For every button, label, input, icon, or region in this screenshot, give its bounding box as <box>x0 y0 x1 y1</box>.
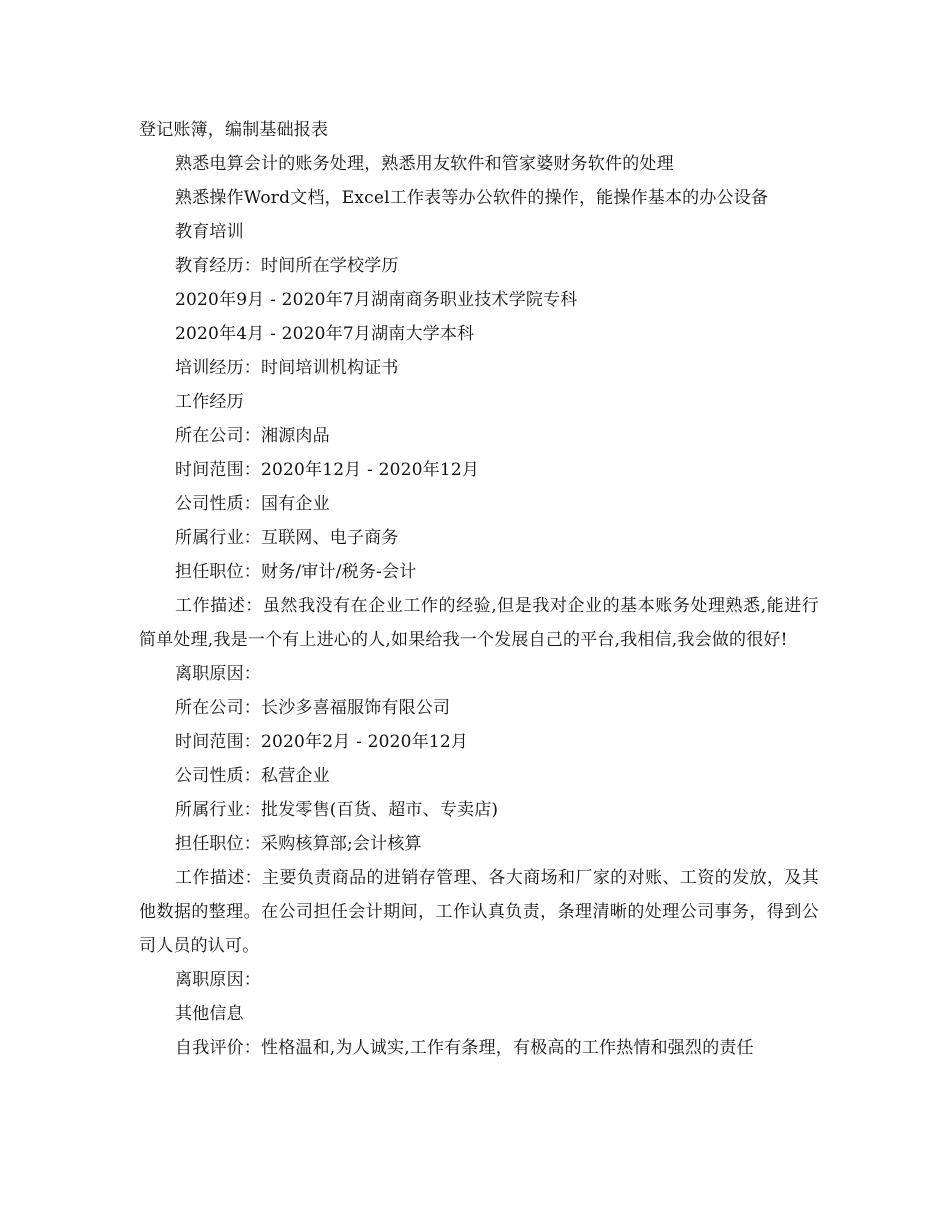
text-line: 离职原因： <box>175 970 261 990</box>
section-heading-other: 其他信息 <box>175 1004 244 1024</box>
work-description-paragraph: 工作描述：虽然我没有在企业工作的经验,但是我对企业的基本账务处理熟悉,能进行简单处理,我是一个有上进心的人,如果给我一个发展自己的平台,我相信,我会做的很好! <box>139 596 819 650</box>
text-line: 时间范围：2020年2月 - 2020年12月 <box>175 732 469 752</box>
text-line: 担任职位：采购核算部;会计核算 <box>175 834 422 854</box>
text-line: 2020年4月 - 2020年7月湖南大学本科 <box>175 324 475 344</box>
text-line: 公司性质：私营企业 <box>175 766 330 786</box>
text-line: 时间范围：2020年12月 - 2020年12月 <box>175 460 480 480</box>
text-line: 教育经历：时间所在学校学历 <box>175 256 399 276</box>
text-line: 离职原因： <box>175 664 261 684</box>
text-line: 2020年9月 - 2020年7月湖南商务职业技术学院专科 <box>175 290 578 310</box>
text-line: 担任职位：财务/审计/税务-会计 <box>175 562 417 582</box>
text-line: 自我评价：性格温和,为人诚实,工作有条理，有极高的工作热情和强烈的责任 <box>175 1038 754 1058</box>
text-line: 所属行业：批发零售(百货、超市、专卖店) <box>175 800 499 820</box>
work-description-paragraph: 工作描述：主要负责商品的进销存管理、各大商场和厂家的对账、工资的发放，及其他数据的整理。在公司担任会计期间，工作认真负责，条理清晰的处理公司事务，得到公司人员的认可。 <box>139 868 819 956</box>
section-heading-work: 工作经历 <box>175 392 244 412</box>
text-line: 熟悉操作Word文档，Excel工作表等办公软件的操作，能操作基本的办公设备 <box>175 188 769 208</box>
text-line: 公司性质：国有企业 <box>175 494 330 514</box>
section-heading-education: 教育培训 <box>175 222 244 242</box>
text-line: 登记账簿，编制基础报表 <box>139 120 329 140</box>
text-line: 培训经历：时间培训机构证书 <box>175 358 399 378</box>
text-line: 所在公司：长沙多喜福服饰有限公司 <box>175 698 451 718</box>
document-body <box>139 113 819 1065</box>
text-line: 所属行业：互联网、电子商务 <box>175 528 399 548</box>
text-line: 熟悉电算会计的账务处理，熟悉用友软件和管家婆财务软件的处理 <box>175 154 674 174</box>
text-line: 所在公司：湘源肉品 <box>175 426 330 446</box>
